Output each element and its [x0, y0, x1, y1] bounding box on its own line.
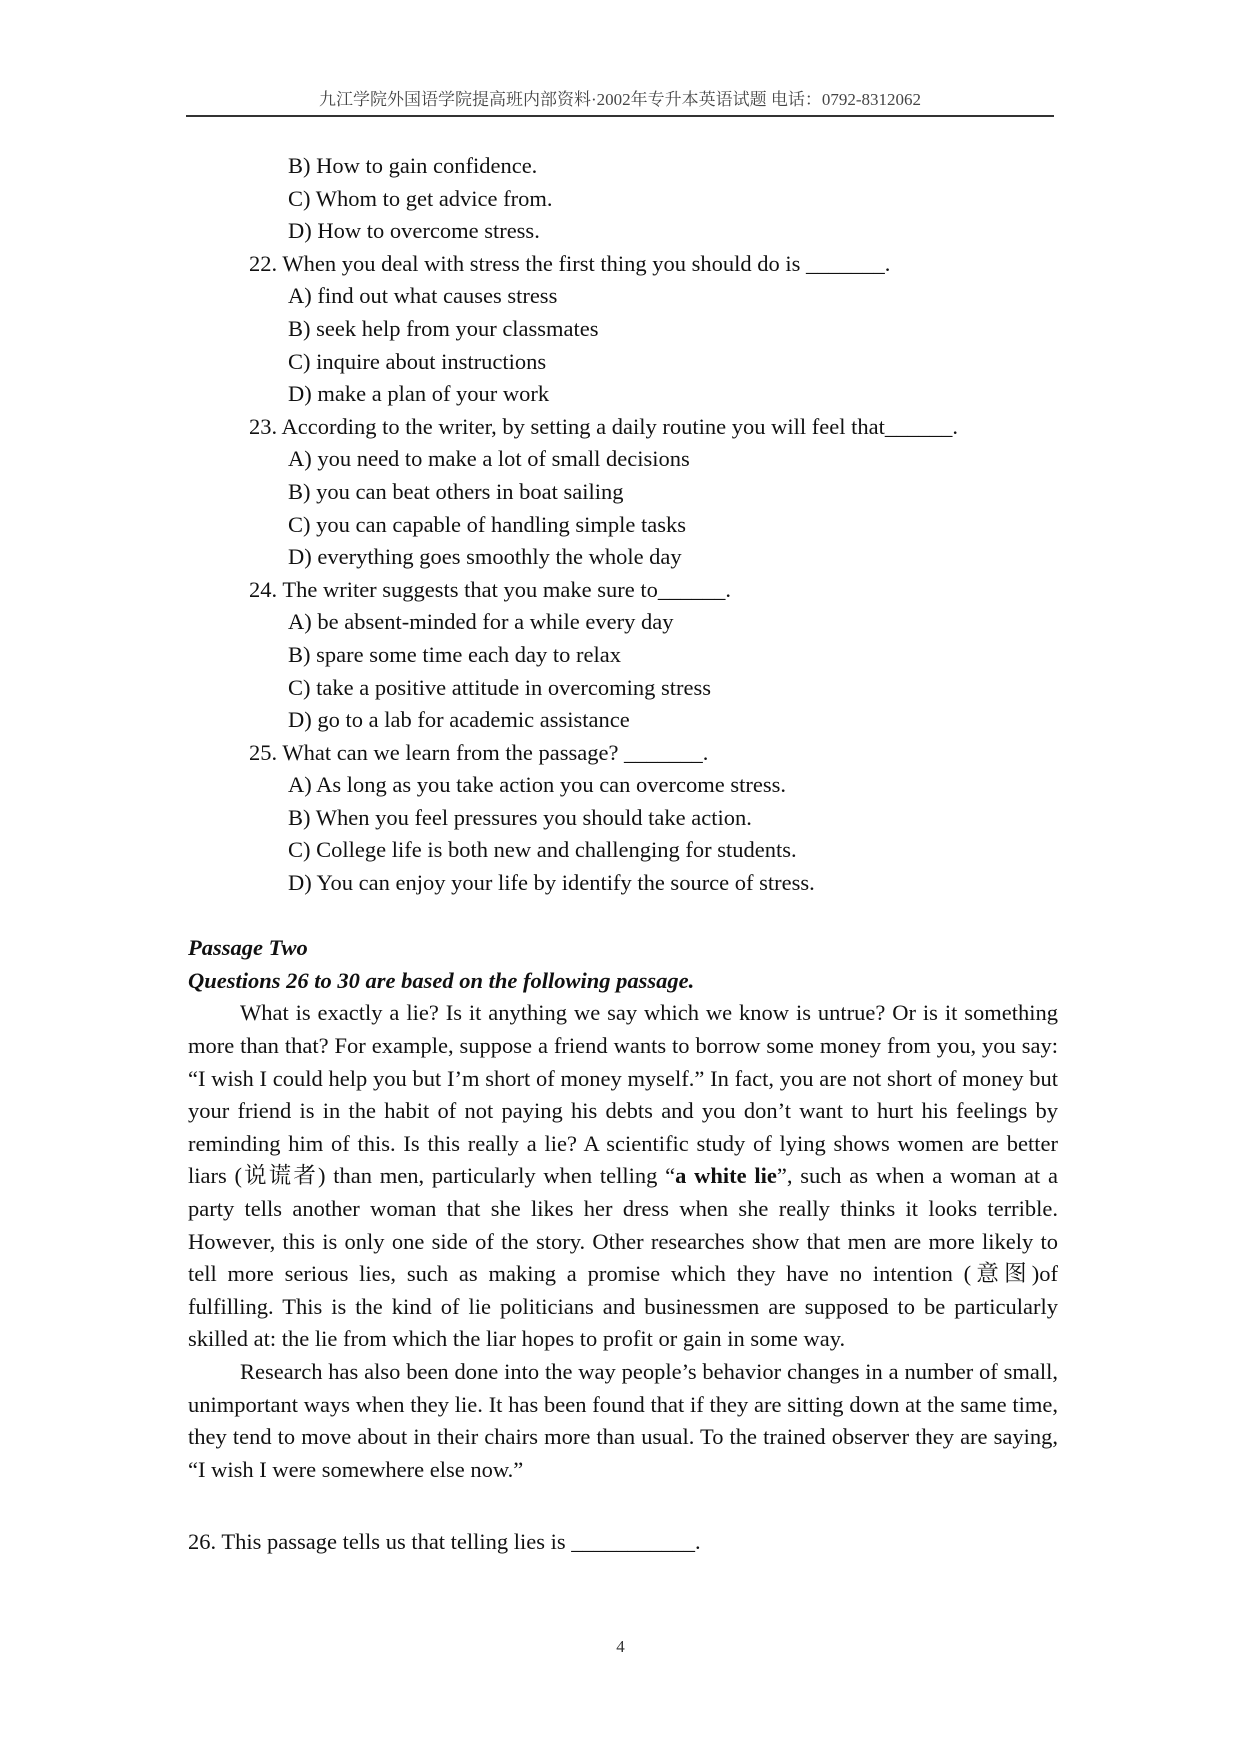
page-number: 4 [616, 1637, 625, 1656]
page-content [188, 150, 1058, 1559]
q22-stem: 22. When you deal with stress the first thing you should do is _______. [249, 250, 891, 276]
q23-option-a: A) you need to make a lot of small decisions [288, 446, 690, 472]
q24-option-c: C) take a positive attitude in overcoming stress [288, 674, 712, 700]
q25-option-b: B) When you feel pressures you should take action. [288, 804, 752, 830]
passage-two-instruction: Questions 26 to 30 are based on the following passage. [188, 967, 695, 993]
q22-option-a: A) find out what causes stress [288, 283, 558, 309]
passage-paragraph-2: Research has also been done into the way people’s behavior changes in a number of small, unimportant ways when they lie. It has been found that if they are sitting down at the same time, they tend to move about in their chairs more than usual. To the trained observer they are saying, “I wish I were somewhere else now.” [188, 1358, 1058, 1482]
q23-option-c: C) you can capable of handling simple tasks [288, 511, 687, 537]
q23-stem: 23. According to the writer, by setting a daily routine you will feel that______. [249, 413, 958, 439]
paragraph-1-text-b: ”, such as when a woman at a party tells another woman that she likes her dress when she really thinks it looks terrible. However, this is only one side of the story. Other researches show that men are more likely to tell more serious lies, such as making a promise which they have no intention (意图)of fulfilling. This is the kind of lie politicians and businessmen are supposed to be particularly skilled at: the lie from which the liar hopes to profit or gain in some way. [188, 1163, 1059, 1352]
spacer [188, 1486, 1058, 1506]
q25-option-d: D) You can enjoy your life by identify the source of stress. [288, 870, 815, 896]
spacer [188, 900, 1058, 933]
q21-option-c: C) Whom to get advice from. [288, 185, 553, 211]
q22-option-c: C) inquire about instructions [288, 348, 547, 374]
spacer [188, 1506, 1058, 1526]
q24-stem: 24. The writer suggests that you make sure to______. [249, 576, 732, 602]
q24-option-b: B) spare some time each day to relax [288, 641, 621, 667]
page-header: 九江学院外国语学院提高班内部资料·2002年专升本英语试题 电话：0792-8312062 [186, 88, 1054, 117]
q23-option-d: D) everything goes smoothly the whole day [288, 544, 682, 570]
q21-option-d: D) How to overcome stress. [288, 218, 540, 244]
q22-option-d: D) make a plan of your work [288, 381, 550, 407]
q24-option-a: A) be absent-minded for a while every day [288, 609, 674, 635]
q22-option-b: B) seek help from your classmates [288, 315, 599, 341]
q25-option-a: A) As long as you take action you can overcome stress. [288, 772, 786, 798]
paragraph-1-text-a: What is exactly a lie? Is it anything we say which we know is untrue? Or is it something more than that? For example, suppose a friend wants to borrow some money from you, you say: “I wish I could help you but I’m short of money myself.” In fact, you are not short of money but your friend is in the habit of not paying his debts and you don’t want to hurt his feelings by reminding him of this. Is this really a lie? A scientific study of lying shows women are better liars (说谎者) than men, particularly when telling “ [188, 1000, 1058, 1189]
q25-option-c: C) College life is both new and challenging for students. [288, 837, 797, 863]
passage-paragraph-1 [188, 997, 1058, 1356]
q25-stem: 25. What can we learn from the passage? _______. [249, 739, 709, 765]
q26-stem: 26. This passage tells us that telling lies is ___________. [188, 1529, 701, 1555]
passage-two-title: Passage Two [188, 935, 308, 961]
q21-option-b: B) How to gain confidence. [288, 153, 538, 178]
white-lie-term: a white lie [675, 1163, 777, 1189]
q24-option-d: D) go to a lab for academic assistance [288, 707, 630, 733]
q23-option-b: B) you can beat others in boat sailing [288, 478, 624, 504]
